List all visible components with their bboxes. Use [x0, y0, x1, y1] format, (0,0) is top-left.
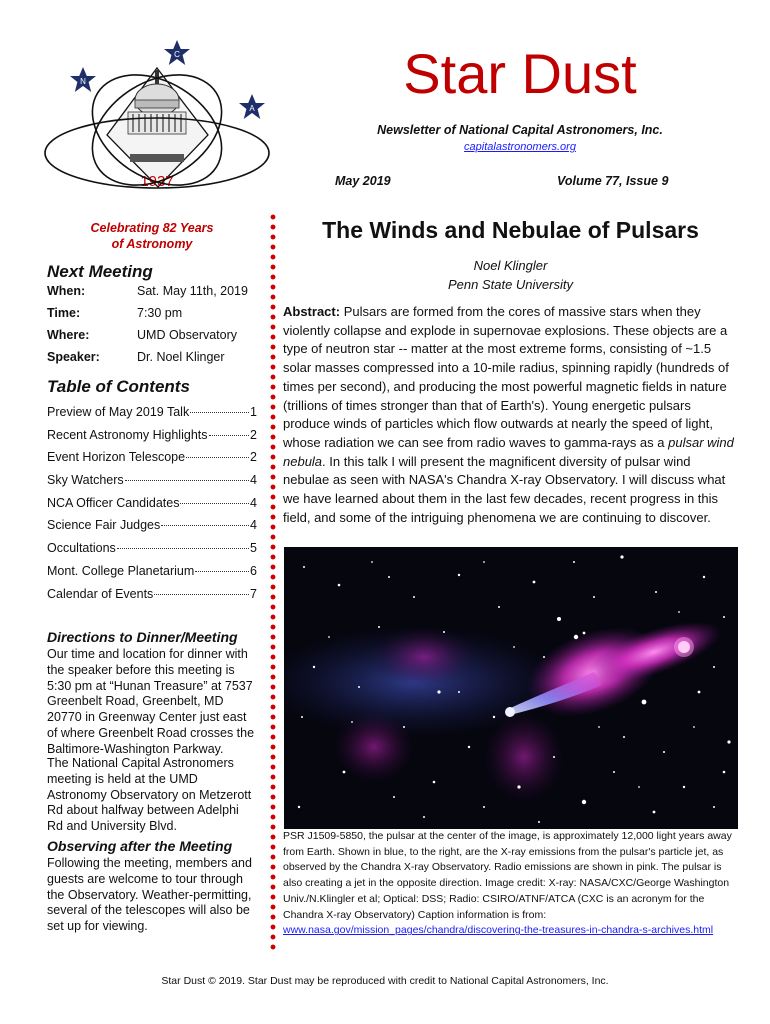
meeting-row-speaker: [47, 346, 257, 368]
svg-text:N: N: [80, 77, 86, 86]
meeting-row-where: [47, 324, 257, 346]
toc-page: 2: [250, 450, 257, 465]
toc-page: 5: [250, 541, 257, 556]
article-title: The Winds and Nebulae of Pulsars: [322, 217, 699, 243]
toc-page: 2: [250, 427, 257, 442]
directions-paragraph: Our time and location for dinner with the speaker before this meeting is 5:30 pm at “Hunan Treasure” at 7537 Greenbelt Road, Greenbelt, MD 20770 in Greenway Center just east of where Greenbelt Road crosses the Baltimore-Washington Parkway.: [47, 647, 255, 756]
meeting-location-paragraph: The National Capital Astronomers meeting is held at the UMD Astronomy Observatory on Metzerott Rd about halfway between Adelphi Rd and University Blvd.: [47, 756, 252, 834]
toc-label: Preview of May 2019 Talk: [47, 405, 190, 419]
toc-page: 7: [250, 586, 257, 601]
toc-item[interactable]: [47, 514, 257, 537]
caption-source-link[interactable]: www.nasa.gov/mission_pages/chandra/discovering-the-treasures-in-chandra-s-archives.html: [283, 924, 714, 937]
toc-leader: [154, 594, 249, 595]
toc-leader: [180, 503, 249, 504]
toc-item[interactable]: [47, 446, 257, 469]
article-byline: [283, 256, 738, 294]
toc-label: Calendar of Events: [47, 586, 154, 601]
author-affiliation: Penn State University: [447, 277, 573, 292]
observing-heading: Observing after the Meeting: [47, 838, 233, 854]
abstract-emphasis: pulsar wind nebula: [283, 434, 734, 469]
toc-label: Recent Astronomy Highlights: [47, 427, 208, 442]
meeting-value: 7:30 pm: [137, 306, 183, 320]
footer-copyright: Star Dust © 2019. Star Dust may be reproduced with credit to National Capital Astronomers, Inc.: [161, 975, 609, 987]
meeting-label: Time:: [47, 306, 81, 320]
issue-date: May 2019: [335, 174, 391, 188]
toc-item[interactable]: [47, 401, 257, 424]
celebrate-line-2: of Astronomy: [111, 237, 193, 251]
abstract-text: Pulsars are formed from the cores of massive stars when they violently collapse and explode in supernovae explosions. These objects are a type of neutron star -- matter at the most extreme forms, consisting of ~1.5 solar masses compressed into a 10-mile radius, spinning rapidly (hundreds of times per second), and producing the most powerful magnetic fields in nature (trillions of times stronger than that of Earth's). Young energetic pulsars produce winds of particles which flow outwards at nearly the speed of light, whose radiation we can see from radio waves to gamma-rays as a: [283, 304, 729, 450]
toc-item[interactable]: [47, 492, 257, 515]
author-name: Noel Klingler: [473, 258, 548, 273]
article-abstract: [283, 303, 738, 527]
toc-item[interactable]: [47, 424, 257, 447]
meeting-label: When:: [47, 284, 86, 298]
observing-paragraph: Following the meeting, members and guests are welcome to tour through the Observatory. Weather-permitting, several of the telescopes will also be set up for viewing.: [47, 856, 252, 934]
toc-leader: [209, 435, 250, 436]
svg-text:C: C: [174, 50, 180, 59]
toc-leader: [195, 571, 249, 572]
meeting-row-when: [47, 280, 257, 302]
meeting-label: Where:: [47, 328, 90, 342]
toc-item[interactable]: [47, 560, 257, 583]
issue-volume: Volume 77, Issue 9: [557, 174, 669, 188]
pulsar-image: [284, 547, 738, 829]
toc-item[interactable]: [47, 583, 257, 606]
website-link[interactable]: capitalastronomers.org: [464, 141, 576, 153]
svg-text:1937: 1937: [140, 173, 174, 190]
meeting-value: Sat. May 11th, 2019: [137, 284, 248, 298]
meeting-value: Dr. Noel Klinger: [137, 350, 225, 364]
toc-label: Mont. College Planetarium: [47, 563, 195, 578]
abstract-label: Abstract:: [283, 304, 341, 319]
table-of-contents: [47, 401, 257, 605]
toc-page: 1: [250, 405, 257, 419]
toc-leader: [161, 525, 249, 526]
toc-label: NCA Officer Candidates: [47, 495, 180, 510]
newsletter-subtitle: Newsletter of National Capital Astronomers, Inc.: [377, 123, 663, 137]
toc-item[interactable]: [47, 537, 257, 560]
meeting-row-time: [47, 302, 257, 324]
meeting-label: Speaker:: [47, 350, 100, 364]
image-caption: [283, 829, 738, 939]
toc-page: 4: [250, 473, 257, 488]
toc-label: Sky Watchers: [47, 473, 124, 488]
capitol-dome-icon: [107, 68, 208, 187]
next-meeting-heading: Next Meeting: [47, 262, 153, 281]
toc-item[interactable]: [47, 469, 257, 492]
nca-logo: [40, 30, 275, 200]
caption-text: PSR J1509-5850, the pulsar at the center of the image, is approximately 12,000 light years away from Earth. Shown in blue, to the right, are the X-ray emissions from the pulsar's particle jet, as observed by the Chandra X-ray Observatory. Radio emissions are shown in pink. The pulsar is also creating a jet in the opposite direction. Image credit: X-ray: NASA/CXC/George Washington Univ./N.Klingler et al; Optical: DSS; Radio: CSIRO/ATNF/ATCA (CXC is an acronym for the Chandra X-ray Observatory) Caption information is from:: [283, 830, 732, 921]
toc-leader: [190, 412, 249, 413]
abstract-text: . In this talk I will present the magnificent diversity of pulsar wind nebulae as seen with NASA's Chandra X-ray Observatory. I will discuss what we have learned about them in the last few decades, recent progress in this field, and some of the intriguing phenomena we are continuing to discover.: [283, 453, 726, 525]
column-divider: [270, 212, 276, 952]
meeting-value: UMD Observatory: [137, 328, 238, 342]
toc-heading: Table of Contents: [47, 377, 190, 396]
newsletter-title: Star Dust: [403, 42, 637, 105]
toc-leader: [117, 548, 249, 549]
toc-label: Occultations: [47, 541, 116, 556]
svg-text:A: A: [249, 104, 255, 113]
toc-leader: [186, 457, 249, 458]
directions-heading: Directions to Dinner/Meeting: [47, 629, 238, 645]
celebrate-line-1: Celebrating 82 Years: [90, 221, 214, 235]
toc-page: 4: [250, 495, 257, 510]
toc-leader: [125, 480, 249, 481]
next-meeting-table: [47, 280, 257, 368]
toc-label: Science Fair Judges: [47, 518, 161, 533]
toc-page: 4: [250, 518, 257, 533]
celebrate-banner: [47, 220, 257, 252]
pulsar-nebula-image: [284, 547, 738, 829]
toc-page: 6: [250, 563, 257, 578]
toc-label: Event Horizon Telescope: [47, 450, 186, 465]
